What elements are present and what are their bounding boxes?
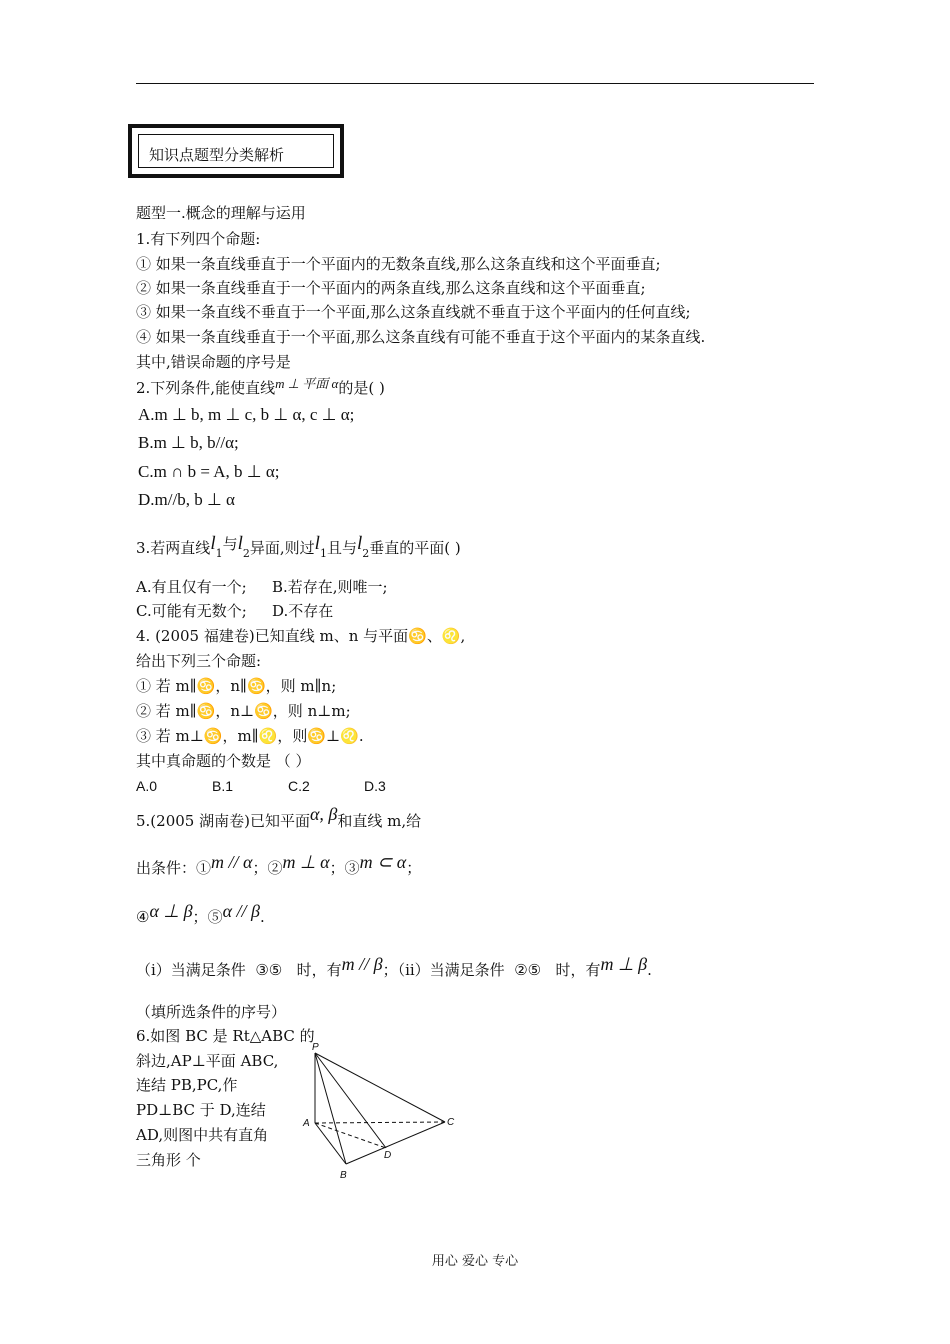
q4-option-c: C.2 — [288, 778, 310, 794]
q4-question: 其中真命题的个数是 （ ） — [136, 752, 311, 770]
q6-line-1: 6.如图 BC 是 Rt△ABC 的 — [136, 1027, 315, 1045]
q3-stem-post: 垂直的平面( ) — [369, 539, 461, 557]
label-d: D — [384, 1150, 392, 1161]
q5-ans-i-val: ③⑤ — [255, 962, 283, 979]
edge-ad — [315, 1123, 386, 1148]
q3-l1-sub: 1 — [215, 547, 223, 560]
q5-conditions-b — [136, 901, 265, 926]
q5-ans-ii-val: ②⑤ — [514, 962, 542, 979]
q5-cond-3: m ⊂ α — [359, 852, 407, 872]
q3-mid: 异面,则过 — [249, 539, 315, 557]
q5-ans-period: . — [647, 961, 652, 979]
q3-stem — [136, 533, 461, 560]
section-title: 题型一.概念的理解与运用 — [136, 204, 306, 222]
edge-bc — [346, 1122, 445, 1164]
q3-option-a: A.有且仅有一个; — [136, 578, 247, 596]
q5-sep-4: ； — [192, 908, 208, 926]
q5-ans-i-math: m // β — [341, 954, 383, 974]
q3-l1: l — [210, 533, 216, 554]
q3-option-b: B.若存在,则唯一; — [272, 578, 388, 596]
q5-cond-1: m // α — [211, 852, 253, 872]
q5-sep-1: ； — [252, 859, 268, 877]
q2-stem-pre: 2.下列条件,能使直线 — [136, 379, 276, 397]
q5-conditions-a — [136, 852, 422, 877]
q5-stem-post: 和直线 m,给 — [337, 812, 422, 830]
q3-l1-b-sub: 1 — [319, 547, 327, 560]
q5-sep-2: ； — [329, 859, 345, 877]
pyramid-figure — [300, 1040, 465, 1180]
q3-l2-b: l — [356, 533, 363, 554]
q1-item-2: ② 如果一条直线垂直于一个平面内的两条直线,那么这条直线和这个平面垂直; — [136, 279, 646, 297]
q5-cond-5: α // β — [222, 901, 260, 921]
header-rule — [136, 83, 814, 84]
label-b: B — [340, 1170, 347, 1180]
q2-stem — [136, 376, 385, 397]
page-footer: 用心 爱心 专心 — [431, 1254, 519, 1269]
q5-ans-i-pre: （i）当满足条件 — [136, 961, 246, 979]
q5-ans-i-mid: 时，有 — [296, 961, 342, 979]
q6-line-6: 三角形 个 — [136, 1151, 201, 1169]
q2-stem-post: 的是( ) — [338, 379, 385, 397]
q2-option-d: D.m//b, b ⊥ α — [138, 490, 235, 509]
q6-line-2: 斜边,AP⊥平面 ABC, — [136, 1052, 279, 1070]
section-box-title: 知识点题型分类解析 — [149, 146, 285, 164]
q5-num-2: ② — [267, 859, 283, 877]
q5-cond-4: α ⊥ β — [149, 901, 193, 921]
q5-cond-2: m ⊥ α — [282, 852, 330, 872]
section-box — [128, 124, 344, 178]
q4-stem: 4. (2005 福建卷)已知直线 m、n 与平面♋、♌, — [136, 627, 466, 645]
q6-line-4: PD⊥BC 于 D,连结 — [136, 1101, 266, 1119]
q4-line2: 给出下列三个命题: — [136, 652, 262, 670]
q4-option-b: B.1 — [212, 778, 234, 794]
edge-pd — [315, 1053, 386, 1148]
q4-option-d: D.3 — [364, 778, 386, 794]
q3-l1-b: l — [314, 533, 320, 554]
q5-num-3: ③ — [344, 859, 360, 877]
q3-l2-sub: 2 — [242, 547, 250, 560]
q2-stem-math: m ⊥ 平面 α — [275, 376, 339, 391]
edge-pb — [315, 1053, 346, 1164]
q1-item-3: ③ 如果一条直线不垂直于一个平面,那么这条直线就不垂直于这个平面内的任何直线; — [136, 303, 691, 321]
label-a: A — [303, 1118, 310, 1129]
edge-pc — [315, 1053, 445, 1122]
q5-cond-pre: 出条件：① — [136, 859, 212, 877]
q3-l2: l — [237, 533, 243, 554]
q1-item-4: ④ 如果一条直线垂直于一个平面,那么这条直线有可能不垂直于这个平面内的某条直线. — [136, 328, 706, 346]
q6-line-5: AD,则图中共有直角 — [136, 1126, 269, 1144]
q3-and: 且与 — [326, 539, 357, 557]
q3-stem-pre: 3.若两直线 — [136, 539, 211, 557]
q5-ans-ii-math: m ⊥ β — [600, 954, 648, 974]
q1-question: 其中,错误命题的序号是 — [136, 353, 291, 371]
q3-option-c: C.可能有无数个; — [136, 602, 247, 620]
q5-stem-pre: 5.(2005 湖南卷)已知平面 — [136, 812, 310, 830]
q5-sep-3: ； — [406, 859, 422, 877]
q4-option-a: A.0 — [136, 778, 158, 794]
q5-answers — [136, 954, 652, 979]
q6-line-3: 连结 PB,PC,作 — [136, 1076, 238, 1094]
q2-option-b: B.m ⊥ b, b//α; — [138, 433, 239, 452]
q5-note: （填所选条件的序号） — [136, 1003, 287, 1021]
q5-stem-math: α, β — [309, 804, 338, 824]
q5-num-4: ④ — [136, 908, 150, 926]
section-box-inner — [138, 134, 334, 168]
q5-ans-sep: ； — [382, 961, 398, 979]
q5-ans-ii-mid: 时，有 — [555, 961, 601, 979]
q5-period: . — [260, 908, 265, 926]
q1-stem: 1.有下列四个命题: — [136, 230, 261, 248]
q3-l2-b-sub: 2 — [362, 547, 370, 560]
q3-with: 与 — [222, 535, 238, 553]
q5-ans-ii-pre: （ii）当满足条件 — [397, 961, 505, 979]
q5-stem — [136, 804, 422, 830]
q1-item-1: ① 如果一条直线垂直于一个平面内的无数条直线,那么这条直线和这个平面垂直; — [136, 255, 661, 273]
q5-num-5: ⑤ — [207, 908, 223, 926]
q4-item-1: ① 若 m∥♋，n∥♋，则 m∥n; — [136, 677, 337, 695]
q2-option-c: C.m ∩ b = A, b ⊥ α; — [138, 462, 280, 481]
q4-item-3: ③ 若 m⊥♋，m∥♌，则♋⊥♌. — [136, 727, 364, 745]
label-p: P — [312, 1042, 319, 1053]
q3-option-d: D.不存在 — [272, 602, 334, 620]
q2-option-a: A.m ⊥ b, m ⊥ c, b ⊥ α, c ⊥ α; — [138, 405, 355, 424]
edge-ab — [315, 1123, 346, 1164]
label-c: C — [447, 1117, 455, 1128]
q4-item-2: ② 若 m∥♋，n⊥♋，则 n⊥m; — [136, 702, 351, 720]
